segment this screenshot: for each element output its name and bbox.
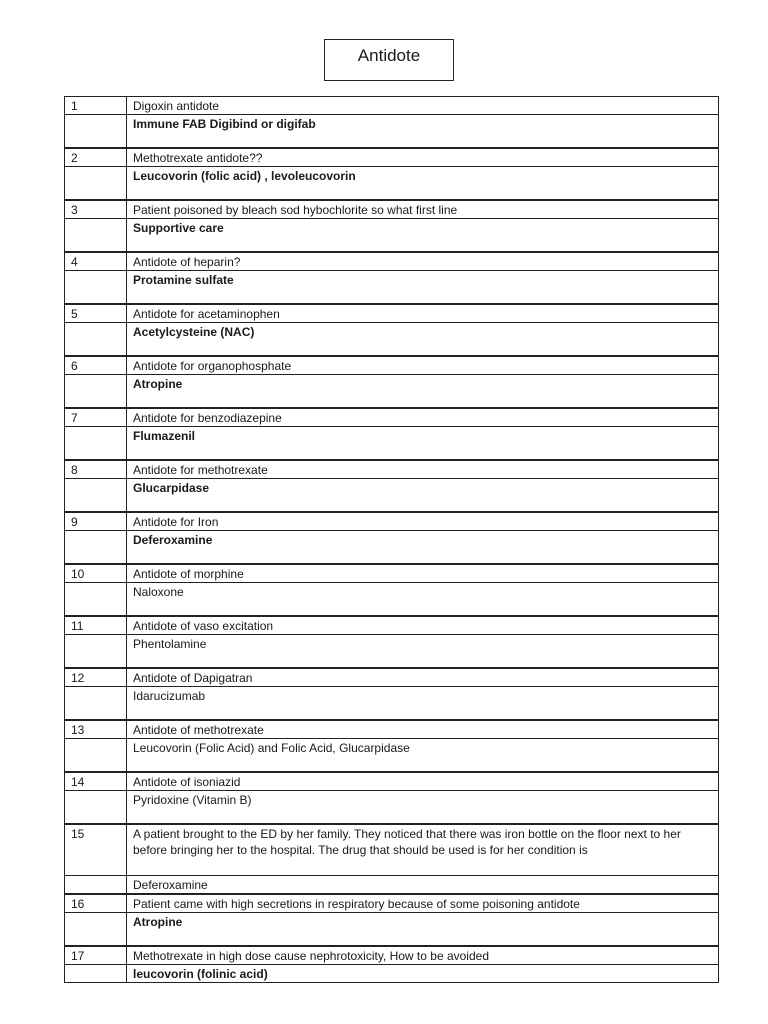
question-text: Antidote for organophosphate: [127, 356, 719, 375]
answer-text: Atropine: [127, 913, 719, 947]
question-text: Antidote of heparin?: [127, 252, 719, 271]
question-text: Patient poisoned by bleach sod hybochlorite so what first line: [127, 200, 719, 219]
question-row: [65, 148, 719, 167]
blank-cell: [65, 876, 127, 895]
question-row: [65, 772, 719, 791]
answer-row: [65, 115, 719, 149]
answer-text: Flumazenil: [127, 427, 719, 461]
blank-cell: [65, 427, 127, 461]
question-row: [65, 356, 719, 375]
answer-row: [65, 479, 719, 513]
answer-row: [65, 791, 719, 825]
answer-row: [65, 876, 719, 895]
question-row: [65, 200, 719, 219]
answer-text: Leucovorin (Folic Acid) and Folic Acid, Glucarpidase: [127, 739, 719, 773]
item-number: 17: [65, 946, 127, 965]
item-number: 6: [65, 356, 127, 375]
item-number: 2: [65, 148, 127, 167]
blank-cell: [65, 375, 127, 409]
item-number: 8: [65, 460, 127, 479]
blank-cell: [65, 965, 127, 983]
question-row: [65, 97, 719, 115]
question-row: [65, 252, 719, 271]
item-number: 3: [65, 200, 127, 219]
question-text: Methotrexate in high dose cause nephrotoxicity, How to be avoided: [127, 946, 719, 965]
answer-text: Acetylcysteine (NAC): [127, 323, 719, 357]
item-number: 11: [65, 616, 127, 635]
question-text: Antidote of Dapigatran: [127, 668, 719, 687]
question-text: Digoxin antidote: [127, 97, 719, 115]
answer-text: Idarucizumab: [127, 687, 719, 721]
blank-cell: [65, 531, 127, 565]
item-number: 4: [65, 252, 127, 271]
answer-text: Glucarpidase: [127, 479, 719, 513]
blank-cell: [65, 739, 127, 773]
blank-cell: [65, 635, 127, 669]
item-number: 16: [65, 894, 127, 913]
answer-row: [65, 219, 719, 253]
answer-row: [65, 583, 719, 617]
answer-text: Protamine sulfate: [127, 271, 719, 305]
blank-cell: [65, 167, 127, 201]
item-number: 14: [65, 772, 127, 791]
answer-text: Supportive care: [127, 219, 719, 253]
document-title: Antidote: [324, 39, 454, 81]
question-row: [65, 460, 719, 479]
item-number: 15: [65, 824, 127, 876]
question-text: Antidote of morphine: [127, 564, 719, 583]
item-number: 7: [65, 408, 127, 427]
item-number: 1: [65, 97, 127, 115]
answer-row: [65, 635, 719, 669]
antidote-table: [64, 96, 719, 983]
question-row: [65, 894, 719, 913]
blank-cell: [65, 219, 127, 253]
answer-text: Deferoxamine: [127, 531, 719, 565]
question-row: [65, 408, 719, 427]
answer-text: Phentolamine: [127, 635, 719, 669]
question-text: Antidote for acetaminophen: [127, 304, 719, 323]
question-text: Antidote of vaso excitation: [127, 616, 719, 635]
answer-text: Leucovorin (folic acid) , levoleucovorin: [127, 167, 719, 201]
blank-cell: [65, 687, 127, 721]
answer-row: [65, 167, 719, 201]
item-number: 9: [65, 512, 127, 531]
answer-row: [65, 913, 719, 947]
question-row: [65, 668, 719, 687]
answer-row: [65, 739, 719, 773]
question-row: [65, 616, 719, 635]
answer-text: Immune FAB Digibind or digifab: [127, 115, 719, 149]
blank-cell: [65, 479, 127, 513]
answer-text: Deferoxamine: [127, 876, 719, 895]
answer-text: Naloxone: [127, 583, 719, 617]
question-text: Antidote of isoniazid: [127, 772, 719, 791]
question-text: Antidote of methotrexate: [127, 720, 719, 739]
item-number: 10: [65, 564, 127, 583]
blank-cell: [65, 323, 127, 357]
question-text: Antidote for benzodiazepine: [127, 408, 719, 427]
answer-row: [65, 271, 719, 305]
answer-text: leucovorin (folinic acid): [127, 965, 719, 983]
question-row: [65, 304, 719, 323]
question-text: Antidote for Iron: [127, 512, 719, 531]
question-row: [65, 720, 719, 739]
blank-cell: [65, 115, 127, 149]
item-number: 5: [65, 304, 127, 323]
question-text: Patient came with high secretions in respiratory because of some poisoning antidote: [127, 894, 719, 913]
answer-row: [65, 687, 719, 721]
answer-row: [65, 323, 719, 357]
blank-cell: [65, 271, 127, 305]
item-number: 12: [65, 668, 127, 687]
answer-row: [65, 965, 719, 983]
answer-text: Atropine: [127, 375, 719, 409]
question-row: [65, 946, 719, 965]
question-text: A patient brought to the ED by her family. They noticed that there was iron bottle on the floor next to her before bringing her to the hospital. The drug that should be used is for her condition is: [127, 824, 719, 876]
blank-cell: [65, 791, 127, 825]
answer-row: [65, 375, 719, 409]
answer-row: [65, 427, 719, 461]
question-text: Methotrexate antidote??: [127, 148, 719, 167]
blank-cell: [65, 583, 127, 617]
question-row: [65, 512, 719, 531]
answer-row: [65, 531, 719, 565]
question-row: [65, 824, 719, 876]
item-number: 13: [65, 720, 127, 739]
question-text: Antidote for methotrexate: [127, 460, 719, 479]
answer-text: Pyridoxine (Vitamin B): [127, 791, 719, 825]
blank-cell: [65, 913, 127, 947]
question-row: [65, 564, 719, 583]
